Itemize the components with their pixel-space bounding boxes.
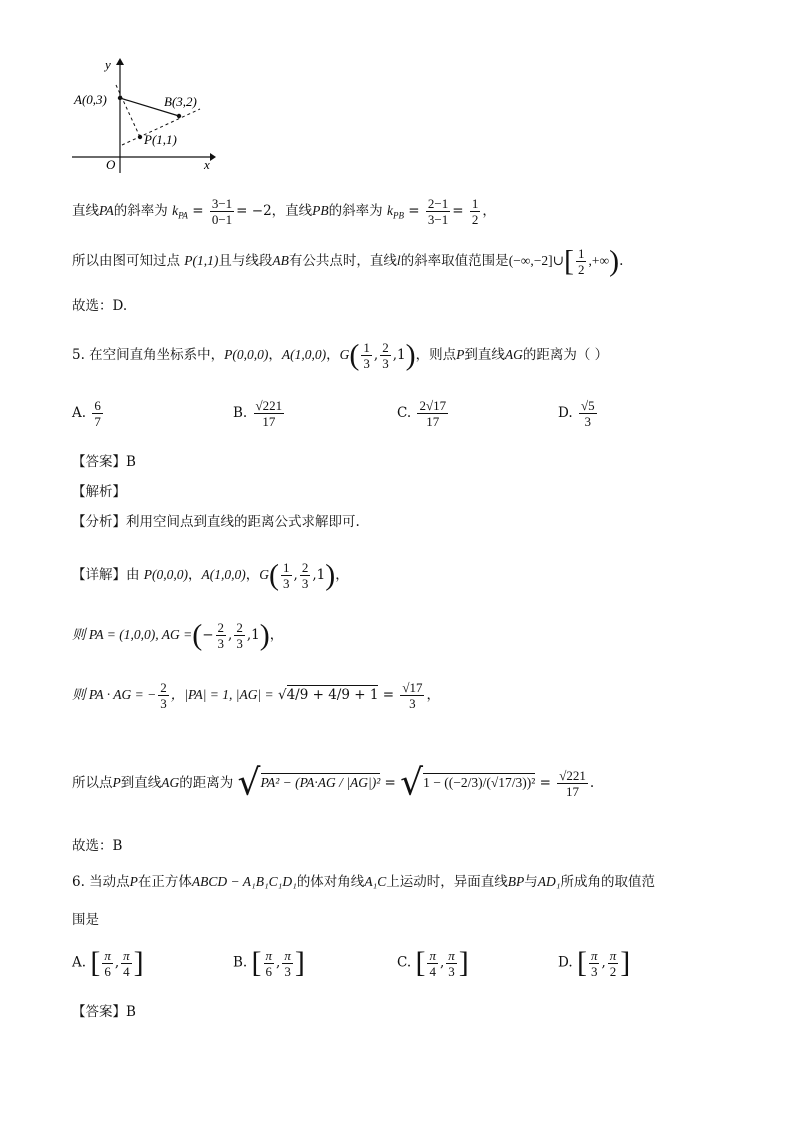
kpa-value: = −2 <box>236 203 272 219</box>
q5-analysis-tag: 【解析】 <box>72 484 126 500</box>
q6-option-a[interactable]: A. [ $\frac{\pi}{6}$ , $\frac{\pi}{4}$ ] <box>72 946 144 979</box>
choose-d: 故选：D. <box>72 298 128 314</box>
interval-inf: ,+∞ <box>588 253 610 268</box>
text: 的斜率取值范围是 <box>400 253 509 269</box>
kpb-value: $\frac{1}{2}$ <box>471 196 479 227</box>
q6-option-d[interactable]: D. [ $\frac{\pi}{3}$ , $\frac{\pi}{2}$ ] <box>558 946 631 979</box>
origin-label: O <box>106 157 116 172</box>
y-axis-arrow <box>116 58 124 65</box>
point-a-dot <box>118 96 122 100</box>
math-pb: PB <box>312 203 329 218</box>
math-p: P(1,1) <box>184 253 219 268</box>
text: ， <box>482 203 496 219</box>
text: 直线 <box>72 203 99 219</box>
x-axis-arrow <box>210 153 216 161</box>
q5-option-a[interactable]: A. $\frac{6}{7}$ <box>72 398 101 429</box>
coordinate-figure <box>70 55 220 175</box>
k-pa: $k_{PA}$ <box>172 203 188 221</box>
q5-stem: 5. 在空间直角坐标系中，P(0,0,0)，A(1,0,0)，G( $\frac{1}{3}$ , $\frac{2}{3}$ ,1)，则点P到直线AG的距离为（ ） <box>72 338 609 372</box>
axis-y-label: y <box>105 57 111 72</box>
kpa-fraction: $\frac{3-1}{0-1}$ <box>211 196 233 227</box>
point-a-label: A(0,3) <box>74 92 107 107</box>
interval: (−∞,−2]∪ <box>508 253 564 268</box>
q6-answer: 【答案】B <box>72 1004 136 1020</box>
q5-choose: 故选：B <box>72 838 123 854</box>
text: 的斜率为 <box>113 203 168 219</box>
q5-detail: 【详解】由 P(0,0,0)，A(1,0,0)，G( $\frac{1}{3}$ , $\frac{2}{3}$ ,1)， <box>72 558 349 592</box>
point-p-dot <box>138 135 142 139</box>
math-pa: PA <box>99 203 114 218</box>
text: 所以由图可知过点 <box>72 253 180 269</box>
math-l: l <box>396 253 401 268</box>
half-fraction: $\frac{1}{2}$ <box>577 246 585 277</box>
text: 的斜率为 <box>328 203 383 219</box>
range-line: 所以由图可知过点 P(1,1)且与线段AB有公共点时，直线l的斜率取值范围是(−∞,−2]∪[ $\frac{1}{2}$ ,+∞). <box>72 244 624 278</box>
q5-option-d[interactable]: D. $\frac{√5}{3}$ <box>558 398 595 429</box>
q5-option-b[interactable]: B. $\frac{√221}{17}$ <box>233 398 283 429</box>
text: . <box>619 253 624 269</box>
point-a: A(1,0,0) <box>281 347 327 362</box>
text: ，则点 <box>415 347 457 363</box>
k-pb: $k_{PB}$ <box>386 203 404 221</box>
q5-option-c[interactable]: C. $\frac{2√17}{17}$ <box>397 398 447 429</box>
point-p-label: P(1,1) <box>144 132 177 147</box>
text: ，直线 <box>271 203 313 219</box>
text: 有公共点时，直线 <box>288 253 397 269</box>
q6-stem: 6. 当动点P在正方体ABCD − A₁B₁C₁D₁的体对角线A₁C上运动时，异面直线BP与AD₁所成角的取值范 <box>72 874 655 890</box>
q6-stem-2: 围是 <box>72 912 99 928</box>
q5-dot: 则 PA · AG = − $\frac{2}{3}$ ，|PA| = 1, |AG| = √4/9 + 4/9 + 1 = $\frac{√17}{3}$ ， <box>72 680 440 711</box>
q5-vectors: 则 PA = (1,0,0), AG =(− $\frac{2}{3}$ , $\frac{2}{3}$ ,1)， <box>72 618 284 652</box>
axis-x-label: x <box>204 157 210 172</box>
q5-answer: 【答案】B <box>72 454 136 470</box>
text: 5. 在空间直角坐标系中， <box>72 347 225 363</box>
kpb-fraction: $\frac{2-1}{3-1}$ <box>427 196 449 227</box>
text: 且与线段 <box>218 253 273 269</box>
point-g: G <box>339 347 350 362</box>
point-b-dot <box>177 114 181 118</box>
math-ab: AB <box>272 253 289 268</box>
equals: = <box>452 203 464 219</box>
q5-fenxi: 【分析】利用空间点到直线的距离公式求解即可. <box>72 514 360 530</box>
q6-option-c[interactable]: C. [ $\frac{\pi}{4}$ , $\frac{\pi}{3}$ ] <box>397 946 469 979</box>
point-b-label: B(3,2) <box>164 94 197 109</box>
q6-option-b[interactable]: B. [ $\frac{\pi}{6}$ , $\frac{\pi}{3}$ ] <box>233 946 305 979</box>
slope-line: 直线PA的斜率为 $k_{PA}$ = $\frac{3-1}{0-1}$ = −2，直线PB的斜率为 $k_{PB}$ = $\frac{2-1}{3-1}$ = $\frac{1}{2}$ ， <box>72 196 496 227</box>
point-p: P(0,0,0) <box>224 347 269 362</box>
q5-distance: 所以点P到直线AG的距离为 √PA² − (PA·AG / |AG|)² = √1 − ((−2/3)/(√17/3))² = $\frac{√221}{17}$ . <box>72 762 595 804</box>
